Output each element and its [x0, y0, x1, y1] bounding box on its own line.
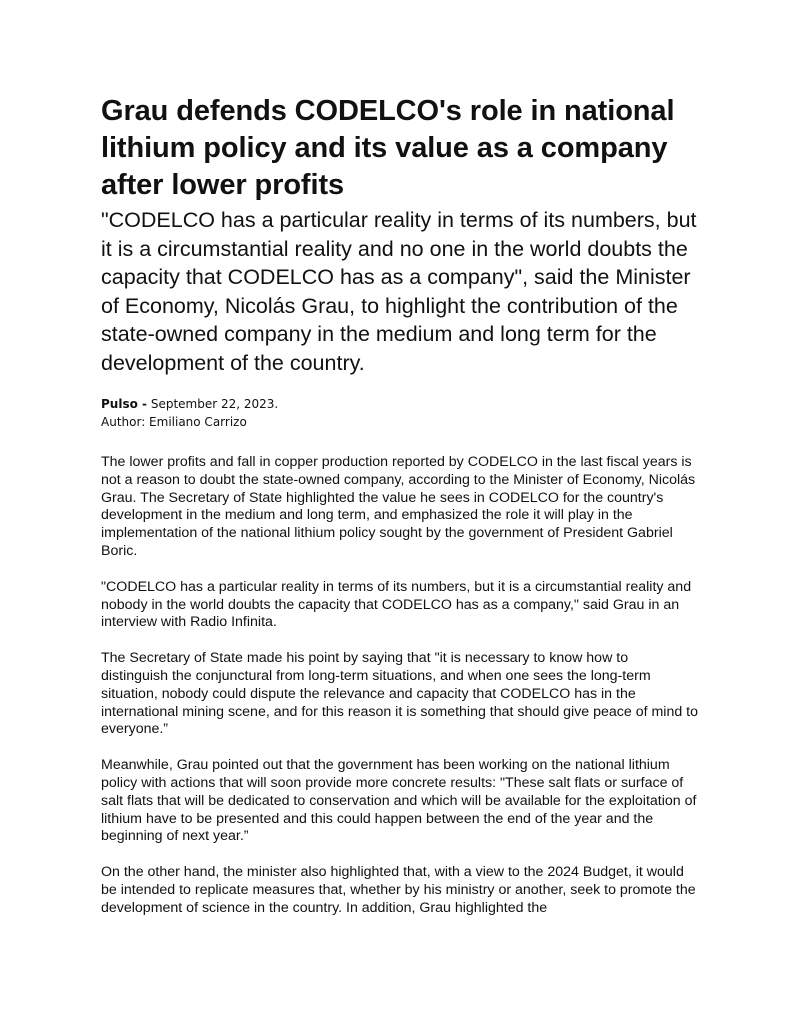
- source-label: Pulso -: [101, 397, 147, 411]
- article: [101, 93, 701, 936]
- publish-date: September 22, 2023.: [150, 397, 279, 411]
- body-paragraph-4: Meanwhile, Grau pointed out that the government has been working on the national lithium policy with actions that will soon provide more concrete results: "These salt flats or surface of salt flats that will be dedicated to conservation and which will be available for the exploitation of lithium have to be presented and this could happen between the end of the year and the beginning of next year.”: [101, 757, 697, 845]
- body-paragraph-5: On the other hand, the minister also highlighted that, with a view to the 2024 Budget, it would be intended to replicate measures that, whether by his ministry or another, seek to promote the development of science in the country. In addition, Grau highlighted the: [101, 864, 696, 916]
- article-body: [101, 454, 699, 918]
- article-headline: Grau defends CODELCO's role in national lithium policy and its value as a company after lower profits: [101, 95, 675, 201]
- body-paragraph-2: "CODELCO has a particular reality in terms of its numbers, but it is a circumstantial reality and nobody in the world doubts the capacity that CODELCO has as a company," said Grau in an interview with Radio Infinita.: [101, 578, 692, 631]
- author-line: Author: Emiliano Carrizo: [101, 415, 247, 429]
- article-meta: [101, 395, 701, 431]
- article-lede: "CODELCO has a particular reality in terms of its numbers, but it is a circumstantial reality and no one in the world doubts the capacity that CODELCO has as a company", said the Minister of Economy, Nicolás Grau, to highlight the contribution of the state-owned company in the medium and long term for the development of the country.: [101, 208, 697, 375]
- body-paragraph-1: The lower profits and fall in copper production reported by CODELCO in the last fiscal years is not a reason to doubt the state-owned company, according to the Minister of Economy, Nicolás Grau. The Secretary of State highlighted the value he sees in CODELCO for the country's development in the medium and long term, and emphasized the role it will play in the implementation of the national lithium policy sought by the government of President Gabriel Boric.: [101, 454, 696, 559]
- byline-source-date: [101, 395, 701, 413]
- body-paragraph-3: The Secretary of State made his point by saying that "it is necessary to know how to distinguish the conjunctural from long-term situations, and when one sees the long-term situation, nobody could dispute the relevance and capacity that CODELCO has in the international mining scene, and for this reason it is something that should give peace of mind to everyone.”: [101, 650, 699, 738]
